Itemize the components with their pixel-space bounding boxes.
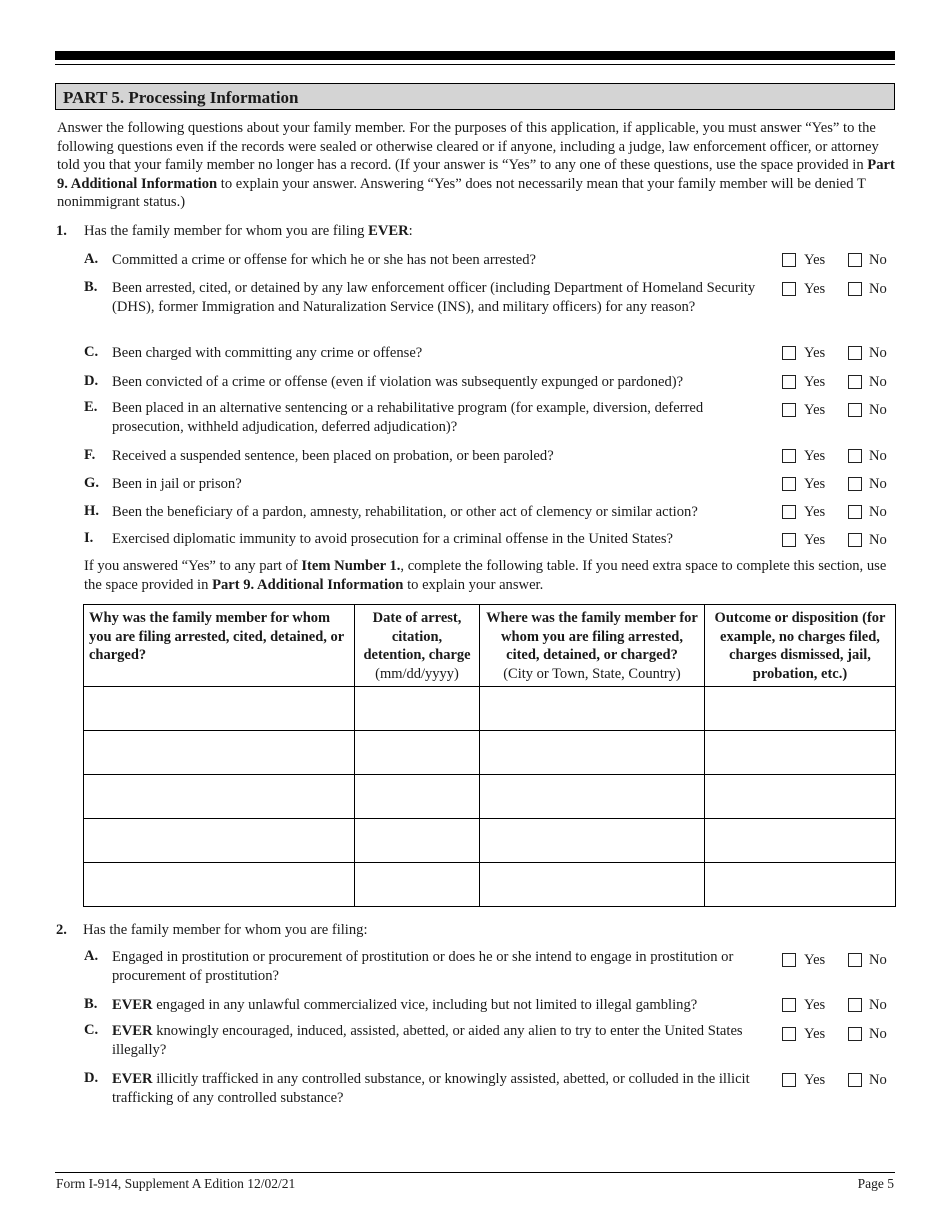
- cell-outcome: [705, 731, 896, 775]
- q2-item-d-yes-label: Yes: [804, 1072, 826, 1088]
- date-input[interactable]: [355, 863, 479, 906]
- cell-outcome: [705, 863, 896, 907]
- q2-item-d-label: D.: [84, 1070, 99, 1086]
- q1-item-d-no-label: No: [869, 374, 887, 390]
- why-input[interactable]: [84, 775, 354, 818]
- outcome-input[interactable]: [705, 863, 895, 906]
- top-rule-thick: [55, 51, 895, 60]
- header-outcome: Outcome or disposition (for example, no charges filed, charges dismissed, jail, probation, etc.): [705, 605, 896, 687]
- q1-item-c-text: Been charged with committing any crime or offense?: [112, 345, 423, 361]
- q1-item-e-label: E.: [84, 399, 98, 415]
- outcome-input[interactable]: [705, 775, 895, 818]
- question-1-text: Has the family member for whom you are filing EVER:: [84, 223, 413, 239]
- q2-item-b-text: EVER engaged in any unlawful commercialized vice, including but not limited to illegal gambling?: [112, 997, 698, 1013]
- top-rule-thin: [55, 64, 895, 65]
- table-instructions: If you answered “Yes” to any part of Item Number 1., complete the following table. If you need extra space to complete this section, use the space provided in Part 9. Additional Information to explain your answer.: [84, 558, 887, 593]
- q1-item-a-yes-label: Yes: [804, 252, 826, 268]
- cell-why: [84, 775, 355, 819]
- cell-date: [355, 687, 480, 731]
- q2-item-a-text: Engaged in prostitution or procurement of prostitution or does he or she intend to engage in prostitution or procurement of prostitution?: [112, 949, 734, 984]
- cell-where: [480, 819, 705, 863]
- cell-why: [84, 687, 355, 731]
- q2-item-c-label: C.: [84, 1022, 99, 1038]
- form-edition: Form I-914, Supplement A Edition 12/02/21: [56, 1176, 296, 1191]
- q1-item-g-label: G.: [84, 475, 99, 491]
- q1-item-g-yes-checkbox[interactable]: [782, 477, 796, 491]
- q2-item-c-no-checkbox[interactable]: [848, 1027, 862, 1041]
- cell-why: [84, 731, 355, 775]
- q2-item-d-yes-checkbox[interactable]: [782, 1073, 796, 1087]
- page-number: Page 5: [857, 1176, 894, 1191]
- q1-item-i-text: Exercised diplomatic immunity to avoid prosecution for a criminal offense in the United States?: [112, 531, 674, 547]
- q1-item-g-text: Been in jail or prison?: [112, 476, 242, 492]
- date-input[interactable]: [355, 687, 479, 730]
- why-input[interactable]: [84, 863, 354, 906]
- q1-item-g-yes-label: Yes: [804, 476, 826, 492]
- date-input[interactable]: [355, 775, 479, 818]
- q2-item-c-yes-checkbox[interactable]: [782, 1027, 796, 1041]
- q1-item-i-label: I.: [84, 530, 94, 546]
- question-2-text: Has the family member for whom you are filing:: [83, 922, 368, 938]
- where-input[interactable]: [480, 687, 704, 730]
- cell-why: [84, 819, 355, 863]
- cell-where: [480, 687, 705, 731]
- q1-item-c-no-checkbox[interactable]: [848, 346, 862, 360]
- q1-item-f-no-label: No: [869, 448, 887, 464]
- q2-item-b-no-checkbox[interactable]: [848, 998, 862, 1012]
- cell-outcome: [705, 775, 896, 819]
- q2-item-a-no-label: No: [869, 952, 887, 968]
- q1-item-h-yes-label: Yes: [804, 504, 826, 520]
- intro-paragraph: Answer the following questions about your family member. For the purposes of this application, if applicable, you must answer “Yes” to the following questions even if the records were sealed or otherwise cleared or if anyone, including a judge, law enforcement officer, or attorney told you that your family member no longer has a record. (If your answer is “Yes” to any one of these questions, use the space provided in Part 9. Additional Information to explain your answer. Answering “Yes” does not necessarily mean that your family member will be denied T nonimmigrant status.): [57, 120, 895, 211]
- q1-item-i-no-checkbox[interactable]: [848, 533, 862, 547]
- q1-item-f-no-checkbox[interactable]: [848, 449, 862, 463]
- q1-item-g-no-checkbox[interactable]: [848, 477, 862, 491]
- question-1-number: 1.: [56, 223, 67, 239]
- cell-where: [480, 775, 705, 819]
- q2-item-c-yes-label: Yes: [804, 1026, 826, 1042]
- q1-item-i-no-label: No: [869, 532, 887, 548]
- arrest-history-table: [83, 604, 896, 907]
- q1-item-d-yes-checkbox[interactable]: [782, 375, 796, 389]
- q1-item-a-yes-checkbox[interactable]: [782, 253, 796, 267]
- q1-item-a-no-label: No: [869, 252, 887, 268]
- header-where: Where was the family member for whom you are filing arrested, cited, detained, or charged? (City or Town, State, Country): [480, 605, 705, 687]
- outcome-input[interactable]: [705, 731, 895, 774]
- table-row: [84, 687, 896, 731]
- q1-item-f-label: F.: [84, 447, 96, 463]
- q1-item-e-text: Been placed in an alternative sentencing or a rehabilitative program (for example, diversion, deferred prosecution, withheld adjudication, deferred adjudication)?: [112, 400, 704, 435]
- q1-item-d-yes-label: Yes: [804, 374, 826, 390]
- table-row: [84, 731, 896, 775]
- q2-item-d-no-checkbox[interactable]: [848, 1073, 862, 1087]
- cell-date: [355, 819, 480, 863]
- q1-item-f-yes-label: Yes: [804, 448, 826, 464]
- q1-item-b-yes-checkbox[interactable]: [782, 282, 796, 296]
- q2-item-d-text: EVER illicitly trafficked in any controlled substance, or knowingly assisted, abetted, or colluded in the illicit trafficking of any controlled substance?: [112, 1071, 750, 1106]
- q1-item-e-yes-checkbox[interactable]: [782, 403, 796, 417]
- q1-item-f-yes-checkbox[interactable]: [782, 449, 796, 463]
- table-row: [84, 775, 896, 819]
- q1-item-d-no-checkbox[interactable]: [848, 375, 862, 389]
- q2-item-b-yes-checkbox[interactable]: [782, 998, 796, 1012]
- q1-item-a-label: A.: [84, 251, 99, 267]
- part-5-header: PART 5. Processing Information: [55, 83, 895, 110]
- q1-item-h-label: H.: [84, 503, 99, 519]
- q2-item-c-text: EVER knowingly encouraged, induced, assisted, abetted, or aided any alien to try to enter the United States illegally?: [112, 1023, 743, 1058]
- q1-item-c-yes-checkbox[interactable]: [782, 346, 796, 360]
- why-input[interactable]: [84, 687, 354, 730]
- where-input[interactable]: [480, 863, 704, 906]
- where-input[interactable]: [480, 775, 704, 818]
- date-input[interactable]: [355, 731, 479, 774]
- cell-where: [480, 863, 705, 907]
- q1-item-b-text: Been arrested, cited, or detained by any law enforcement officer (including Department of Homeland Security (DHS), former Immigration and Naturalization Service (INS), and military officers) for any reason?: [112, 280, 756, 315]
- outcome-input[interactable]: [705, 687, 895, 730]
- q1-item-h-text: Been the beneficiary of a pardon, amnesty, rehabilitation, or other act of clemency or similar action?: [112, 504, 698, 520]
- why-input[interactable]: [84, 819, 354, 862]
- q1-item-c-label: C.: [84, 344, 99, 360]
- cell-outcome: [705, 687, 896, 731]
- cell-date: [355, 863, 480, 907]
- q1-item-e-no-label: No: [869, 402, 887, 418]
- header-why: Why was the family member for whom you are filing arrested, cited, detained, or charged?: [84, 605, 355, 687]
- q2-item-b-label: B.: [84, 996, 98, 1012]
- q1-item-e-no-checkbox[interactable]: [848, 403, 862, 417]
- where-input[interactable]: [480, 731, 704, 774]
- cell-where: [480, 731, 705, 775]
- q2-item-a-yes-checkbox[interactable]: [782, 953, 796, 967]
- table-row: [84, 819, 896, 863]
- question-2-number: 2.: [56, 922, 67, 938]
- q1-item-b-yes-label: Yes: [804, 281, 826, 297]
- q1-item-f-text: Received a suspended sentence, been placed on probation, or been paroled?: [112, 448, 554, 464]
- q2-item-b-yes-label: Yes: [804, 997, 826, 1013]
- q1-item-b-no-checkbox[interactable]: [848, 282, 862, 296]
- date-input[interactable]: [355, 819, 479, 862]
- footer-rule: [55, 1172, 895, 1173]
- table-row: [84, 863, 896, 907]
- q1-item-e-yes-label: Yes: [804, 402, 826, 418]
- q1-item-a-no-checkbox[interactable]: [848, 253, 862, 267]
- why-input[interactable]: [84, 731, 354, 774]
- q2-item-d-no-label: No: [869, 1072, 887, 1088]
- q1-item-d-text: Been convicted of a crime or offense (even if violation was subsequently expunged or pardoned)?: [112, 374, 684, 390]
- header-date: Date of arrest, citation, detention, charge (mm/dd/yyyy): [355, 605, 480, 687]
- q1-item-g-no-label: No: [869, 476, 887, 492]
- q2-item-a-yes-label: Yes: [804, 952, 826, 968]
- q1-item-h-no-label: No: [869, 504, 887, 520]
- where-input[interactable]: [480, 819, 704, 862]
- q2-item-a-label: A.: [84, 948, 99, 964]
- q1-item-d-label: D.: [84, 373, 99, 389]
- q1-item-h-yes-checkbox[interactable]: [782, 505, 796, 519]
- q1-item-h-no-checkbox[interactable]: [848, 505, 862, 519]
- cell-outcome: [705, 819, 896, 863]
- q1-item-i-yes-checkbox[interactable]: [782, 533, 796, 547]
- cell-date: [355, 775, 480, 819]
- outcome-input[interactable]: [705, 819, 895, 862]
- q1-item-b-no-label: No: [869, 281, 887, 297]
- cell-why: [84, 863, 355, 907]
- q1-item-i-yes-label: Yes: [804, 532, 826, 548]
- cell-date: [355, 731, 480, 775]
- q1-item-b-label: B.: [84, 279, 98, 295]
- q1-item-c-yes-label: Yes: [804, 345, 826, 361]
- q1-item-a-text: Committed a crime or offense for which he or she has not been arrested?: [112, 252, 537, 268]
- q2-item-c-no-label: No: [869, 1026, 887, 1042]
- q2-item-a-no-checkbox[interactable]: [848, 953, 862, 967]
- q2-item-b-no-label: No: [869, 997, 887, 1013]
- q1-item-c-no-label: No: [869, 345, 887, 361]
